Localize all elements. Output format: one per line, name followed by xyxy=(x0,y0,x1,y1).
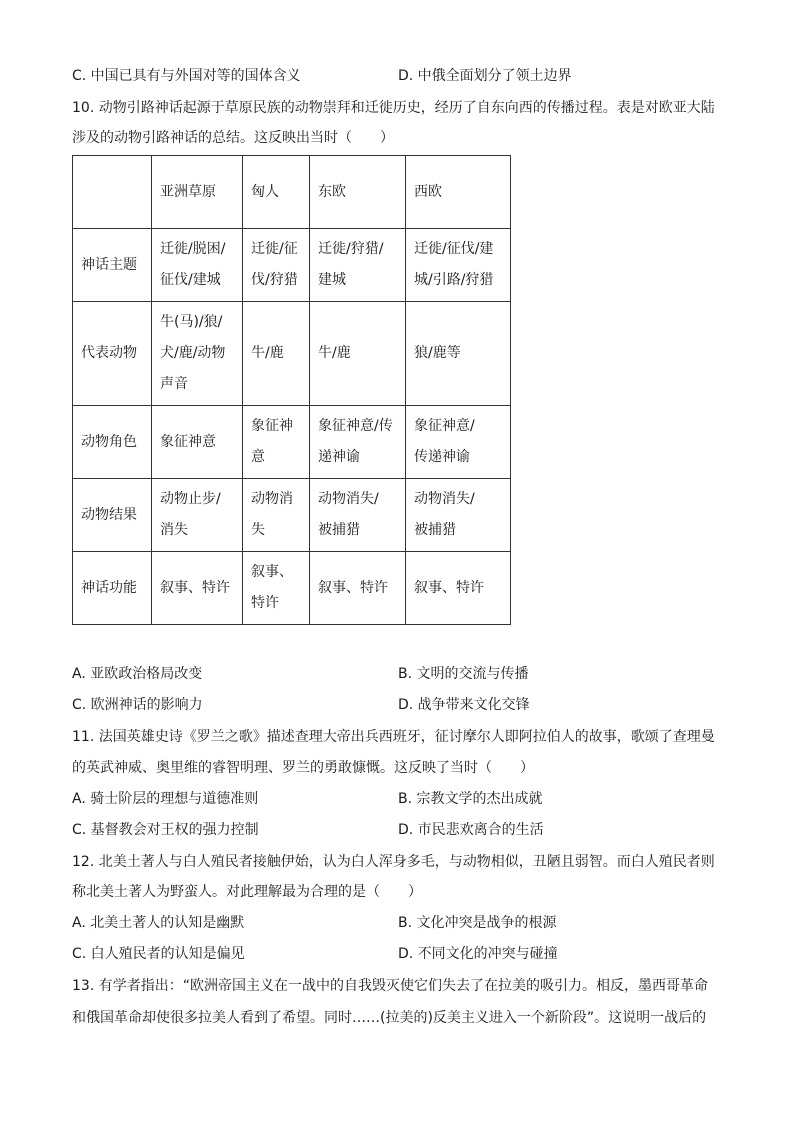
table-cell: 动物止步/ 消失 xyxy=(152,479,243,552)
q12-stem-line2: 称北美土著人为野蛮人。对此理解最为合理的是（ ） xyxy=(72,884,422,900)
table-cell: 牛(马)/狼/ 犬/鹿/动物 声音 xyxy=(152,302,243,406)
q12-option-d: D. 不同文化的冲突与碰撞 xyxy=(398,946,558,962)
q11-option-a: A. 骑士阶层的理想与道德准则 xyxy=(72,791,259,807)
q11-option-b: B. 宗教文学的杰出成就 xyxy=(398,791,543,807)
table-cell: 象征神意 xyxy=(152,406,243,479)
q9-option-d: D. 中俄全面划分了领土边界 xyxy=(398,68,572,84)
table-header-row xyxy=(73,156,511,229)
table-cell: 叙事、 特许 xyxy=(243,552,310,625)
table-cell: 动物消失/ 被捕猎 xyxy=(310,479,406,552)
table-cell: 狼/鹿等 xyxy=(406,302,511,406)
q12-option-a: A. 北美土著人的认知是幽默 xyxy=(72,915,245,931)
q10-stem-line1: 10. 动物引路神话起源于草原民族的动物崇拜和迁徙历史，经历了自东向西的传播过程。表是对欧亚大陆 xyxy=(72,100,715,116)
table-header-cell: 匈人 xyxy=(243,156,310,229)
q10-stem-line2: 涉及的动物引路神话的总结。这反映出当时（ ） xyxy=(72,130,394,146)
q11-option-d: D. 市民悲欢离合的生活 xyxy=(398,822,544,838)
q13-stem-line2: 和俄国革命却使很多拉美人看到了希望。同时……(拉美的)反美主义进入一个新阶段”。这说明一战后的 xyxy=(72,1010,707,1026)
table-cell: 牛/鹿 xyxy=(310,302,406,406)
table-cell: 叙事、特许 xyxy=(310,552,406,625)
q10-option-c: C. 欧洲神话的影响力 xyxy=(72,697,203,713)
table-row xyxy=(73,229,511,302)
table-cell: 象征神 意 xyxy=(243,406,310,479)
table-row xyxy=(73,479,511,552)
table-cell: 牛/鹿 xyxy=(243,302,310,406)
q10-option-b: B. 文明的交流与传播 xyxy=(398,666,529,682)
table-cell: 象征神意/ 传递神谕 xyxy=(406,406,511,479)
table-cell: 叙事、特许 xyxy=(406,552,511,625)
q10-option-d: D. 战争带来文化交锋 xyxy=(398,697,530,713)
row-label: 神话主题 xyxy=(73,229,152,302)
table-row xyxy=(73,406,511,479)
table-cell: 动物消 失 xyxy=(243,479,310,552)
table-header-cell: 东欧 xyxy=(310,156,406,229)
table-header-cell: 亚洲草原 xyxy=(152,156,243,229)
table-cell: 动物消失/ 被捕猎 xyxy=(406,479,511,552)
row-label: 动物角色 xyxy=(73,406,152,479)
table-cell: 迁徙/征 伐/狩猎 xyxy=(243,229,310,302)
q11-stem-line2: 的英武神威、奥里维的睿智明理、罗兰的勇敢慷慨。这反映了当时（ ） xyxy=(72,760,534,776)
q11-option-c: C. 基督教会对王权的强力控制 xyxy=(72,822,259,838)
row-label: 代表动物 xyxy=(73,302,152,406)
q10-option-a: A. 亚欧政治格局改变 xyxy=(72,666,203,682)
q12-option-c: C. 白人殖民者的认知是偏见 xyxy=(72,946,245,962)
table-cell: 迁徙/征伐/建 城/引路/狩猎 xyxy=(406,229,511,302)
myth-summary-table xyxy=(72,155,511,625)
q12-option-b: B. 文化冲突是战争的根源 xyxy=(398,915,557,931)
q11-stem-line1: 11. 法国英雄史诗《罗兰之歌》描述查理大帝出兵西班牙，征讨摩尔人即阿拉伯人的故事，歌颂了查理曼 xyxy=(72,729,715,745)
table-header-cell: 西欧 xyxy=(406,156,511,229)
row-label: 神话功能 xyxy=(73,552,152,625)
table-cell: 迁徙/脱困/ 征伐/建城 xyxy=(152,229,243,302)
table-header-cell xyxy=(73,156,152,229)
table-row xyxy=(73,302,511,406)
table-row xyxy=(73,552,511,625)
q9-option-c: C. 中国已具有与外国对等的国体含义 xyxy=(72,68,301,84)
row-label: 动物结果 xyxy=(73,479,152,552)
table-cell: 叙事、特许 xyxy=(152,552,243,625)
q13-stem-line1: 13. 有学者指出：“欧洲帝国主义在一战中的自我毁灭使它们失去了在拉美的吸引力。相反，墨西哥革命 xyxy=(72,978,708,994)
q12-stem-line1: 12. 北美土著人与白人殖民者接触伊始，认为白人浑身多毛，与动物相似，丑陋且弱智。而白人殖民者则 xyxy=(72,854,715,870)
table-cell: 迁徙/狩猎/ 建城 xyxy=(310,229,406,302)
table-cell: 象征神意/传 递神谕 xyxy=(310,406,406,479)
